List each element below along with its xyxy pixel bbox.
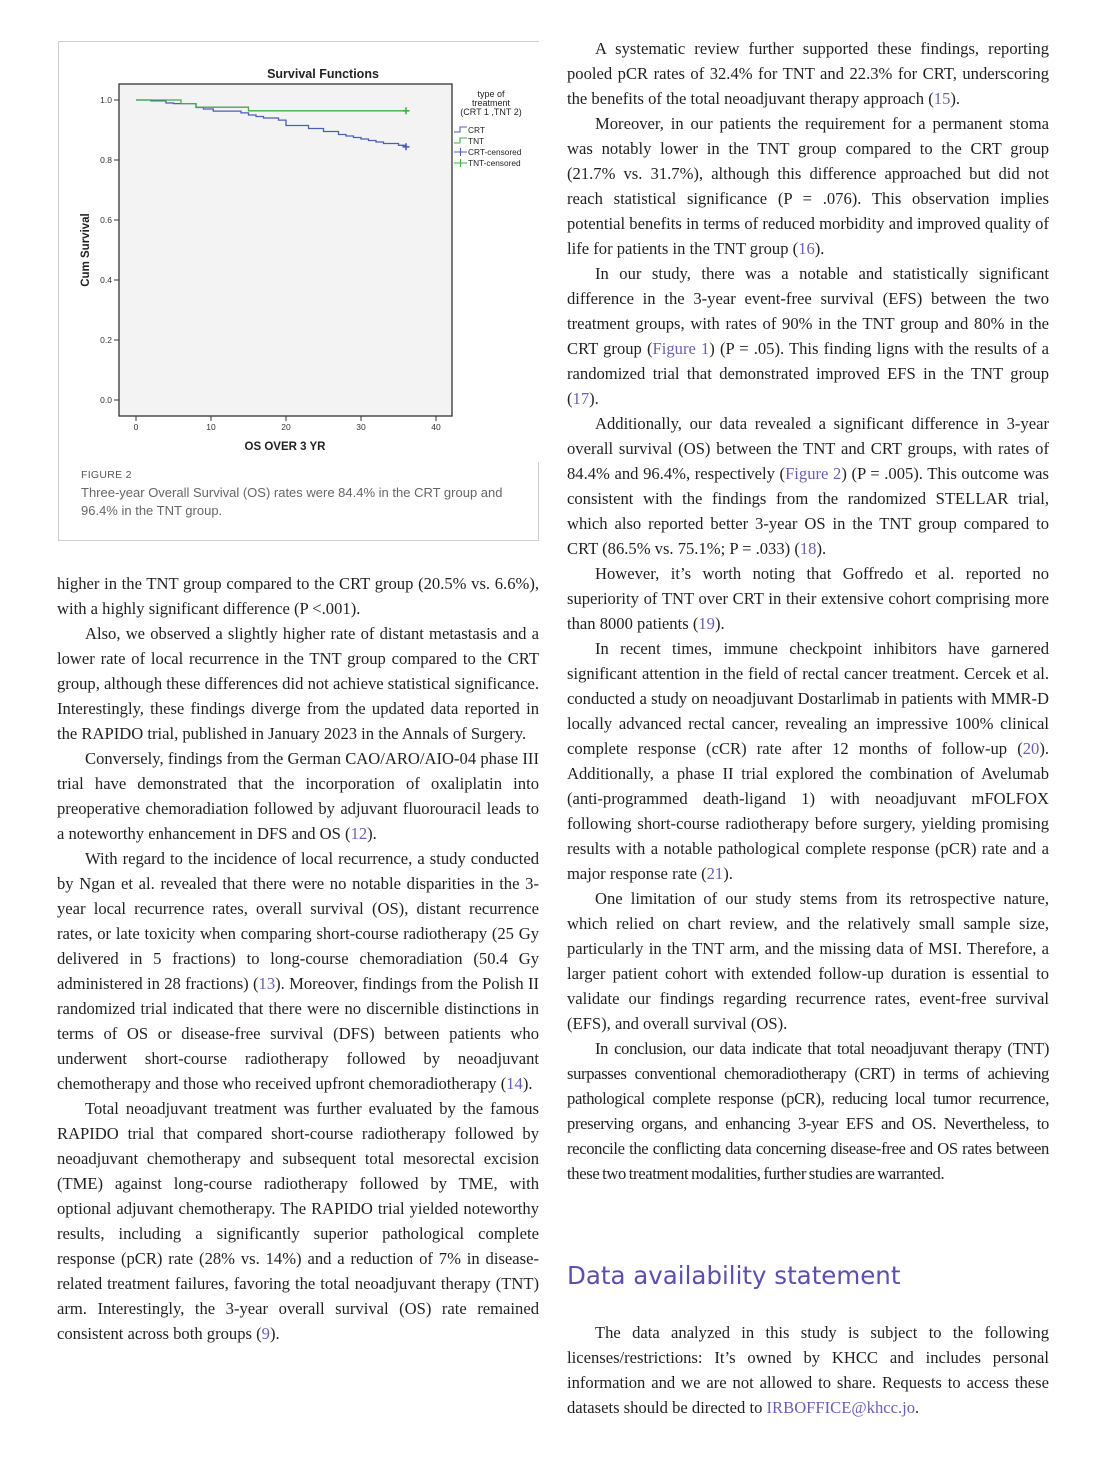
right-column [567,36,1049,1186]
paragraph-text: However, it’s worth noting that Goffredo et al. reported no superiority of TNT over CRT in their extensive cohort comprising more than 8000 patients ( [567,564,1049,633]
y-tick-label: 0.6 [100,215,112,225]
citation-link[interactable]: 19 [698,614,715,633]
paragraph-text: ). [589,389,599,408]
x-tick-label: 30 [356,422,366,432]
chart-title: Survival Functions [267,67,379,81]
paragraph-text: In our study, there was a notable and statistically significant difference in the 3-year event-free survival (EFS) between the two treatment groups, with rates of 90% in the TNT group and 80% in the CRT group ( [567,264,1049,358]
data-availability-section [567,1320,1049,1420]
paragraph-text: With regard to the incidence of local recurrence, a study conducted by Ngan et al. revealed that there were no notable disparities in the 3-year local recurrence rates, overall survival (OS), distant recurrence rates, or late toxicity when comparing short-course radiotherapy (25 Gy delivered in 5 fractions) to long-course chemoradiation (50.4 Gy administered in 28 fractions) ( [57,849,539,993]
paragraph-text: A systematic review further supported these findings, reporting pooled pCR rates of 32.4% for TNT and 22.3% for CRT, underscoring the benefits of the total neoadjuvant therapy approach ( [567,39,1049,108]
citation-link[interactable]: 14 [506,1074,523,1093]
citation-link[interactable]: 15 [933,89,951,108]
y-tick-label: 0.8 [100,155,112,165]
paragraph-text: ). [269,1324,280,1343]
paragraph [567,636,1049,886]
paragraph-text: In conclusion, our data indicate that total neoadjuvant therapy (TNT) surpasses conventional chemoradiotherapy (CRT) in terms of achieving pathological complete response (pCR), reducing local tumor recurrence, preserving organs, and enhancing 3-year EFS and OS. Nevertheless, to reconcile the conflicting data concerning disease-free and OS rates between these two treatment modalities, further studies are warranted. [567,1039,1049,1183]
email-link[interactable]: IRBOFFICE@khcc.jo [766,1398,916,1417]
paragraph [567,261,1049,411]
paragraph-text: Also, we observed a slightly higher rate of distant metastasis and a lower rate of local recurrence in the TNT group compared to the CRT group, although these differences did not achieve statistical significance. Interestingly, these findings diverge from the updated data reported in the RAPIDO trial, published in January 2023 in the Annals of Surgery. [57,624,539,743]
x-tick-label: 20 [281,422,291,432]
paragraph [567,111,1049,261]
legend-entry-label: TNT [468,136,485,146]
paragraph-text: ). [367,824,377,843]
paragraph-text: . [915,1398,920,1417]
y-tick-label: 0.4 [100,275,112,285]
paragraph-text: ). [816,539,827,558]
paragraph-text: ). [522,1074,533,1093]
legend-entry-label: CRT [468,125,485,135]
y-axis-label: Cum Survival [80,213,92,287]
paragraph-text: Additionally, our data revealed a significant difference in 3-year overall survival (OS) between the TNT and CRT groups, with rates of 84.4% and 96.4%, respectively ( [567,414,1049,483]
citation-link[interactable]: 12 [350,824,368,843]
paragraph [57,571,539,621]
y-tick-label: 1.0 [100,95,112,105]
citation-link[interactable]: 16 [798,239,815,258]
paragraph-text: ) (P = .005). This outcome was consistent with the findings from the randomized STELLAR trial, which also reported better 3-year OS in the TNT group compared to CRT (86.5% vs. 75.1%; P = .033) ( [567,464,1049,558]
paragraph-text: ). Additionally, a phase II trial explored the combination of Avelumab (anti-programmed death-ligand 1) with neoadjuvant mFOLFOX following short-course radiotherapy before surgery, yielding promising results with a notable pathological complete response (pCR) rate and a major response rate ( [567,739,1049,883]
paragraph [57,621,539,746]
legend-title: type of [477,89,505,99]
legend-title: treatment [471,98,511,108]
citation-link[interactable]: 21 [706,864,724,883]
paragraph [57,846,539,1096]
citation-link[interactable]: 20 [1022,739,1040,758]
legend-entry-label: CRT-censored [468,147,522,157]
legend-entry-label: TNT-censored [468,158,521,168]
figure-2 [58,41,539,541]
y-tick-label: 0.2 [100,335,112,345]
paragraph [57,1096,539,1346]
paragraph [567,1036,1049,1186]
figure-link[interactable]: Figure 2 [785,464,842,483]
paragraph-text: Total neoadjuvant treatment was further evaluated by the famous RAPIDO trial that compared short-course radiotherapy followed by neoadjuvant chemotherapy and subsequent total mesorectal excision (TME) against long-course radiotherapy followed by TME, with optional adjuvant chemotherapy. The RAPIDO trial yielded noteworthy results, including a significantly superior pathological complete response (pCR) rate (28% vs. 14%) and a reduction of 7% in disease-related treatment failures, favoring the total neoadjuvant therapy (TNT) arm. Interestingly, the 3-year overall survival (OS) rate remained consistent across both groups ( [57,1099,539,1343]
x-axis-label: OS OVER 3 YR [244,441,326,453]
paragraph-text: higher in the TNT group compared to the CRT group (20.5% vs. 6.6%), with a highly significant difference (P <.001). [57,574,539,618]
x-tick-label: 40 [431,422,441,432]
survival-chart [59,42,540,462]
citation-link[interactable]: 13 [258,974,276,993]
paragraph-text: ) (P = .05). This finding ligns with the results of a randomized trial that demonstrated improved EFS in the TNT group ( [567,339,1049,408]
legend-title: (CRT 1 ,TNT 2) [460,107,522,117]
paragraph-text: ). [950,89,961,108]
plot-area [119,84,452,416]
y-tick-label: 0.0 [100,395,112,405]
paragraph-text: ). [714,614,725,633]
paragraph [57,746,539,846]
paragraph [567,561,1049,636]
paragraph-text: ). [814,239,825,258]
citation-link[interactable]: 18 [799,539,817,558]
paragraph [567,1320,1049,1420]
x-tick-label: 10 [206,422,216,432]
citation-link[interactable]: 17 [572,389,590,408]
paragraph-text: ). Moreover, findings from the Polish II randomized trial indicated that there were no discernible distinctions in terms of OS or disease-free survival (DFS) between patients who underwent short-course radiotherapy followed by neoadjuvant chemotherapy and those who received upfront chemoradiotherapy ( [57,974,539,1093]
paragraph-text: ). [723,864,733,883]
paragraph-text: The data analyzed in this study is subject to the following licenses/restrictions: It’s owned by KHCC and includes personal information and we are not allowed to share. Requests to access these datasets should be directed to [567,1323,1049,1417]
paragraph-text: One limitation of our study stems from its retrospective nature, which relied on chart review, and the relatively small sample size, particularly in the TNT arm, and the missing data of MSI. Therefore, a larger patient cohort with extended follow-up duration is essential to validate our findings regarding recurrence rates, event-free survival (EFS), and overall survival (OS). [567,889,1049,1033]
paragraph-text: Conversely, findings from the German CAO/ARO/AIO-04 phase III trial have demonstrated that the incorporation of oxaliplatin into preoperative chemoradiation followed by adjuvant fluorouracil leads to a noteworthy enhancement in DFS and OS ( [57,749,539,843]
paragraph [567,886,1049,1036]
paragraph [567,411,1049,561]
figure-caption: Three-year Overall Survival (OS) rates were 84.4% in the CRT group and 96.4% in the TNT group. [81,485,503,518]
paragraph-text: In recent times, immune checkpoint inhibitors have garnered significant attention in the field of rectal cancer treatment. Cercek et al. conducted a study on neoadjuvant Dostarlimab in patients with MMR-D locally advanced rectal cancer, revealing an impressive 100% clinical complete response (cCR) rate after 12 months of follow-up ( [567,639,1049,758]
citation-link[interactable]: 9 [261,1324,270,1343]
section-heading: Data availability statement [567,1261,901,1290]
x-tick-label: 0 [133,422,139,432]
paragraph-text: Moreover, in our patients the requirement for a permanent stoma was notably lower in the TNT group compared to the CRT group (21.7% vs. 31.7%), although this difference approached but did not reach statistical significance (P = .076). This observation implies potential benefits in terms of reduced morbidity and improved quality of life for patients in the TNT group ( [567,114,1049,258]
figure-link[interactable]: Figure 1 [652,339,710,358]
paragraph [567,36,1049,111]
figure-label: FIGURE 2 [81,469,132,481]
left-column [57,571,539,1346]
